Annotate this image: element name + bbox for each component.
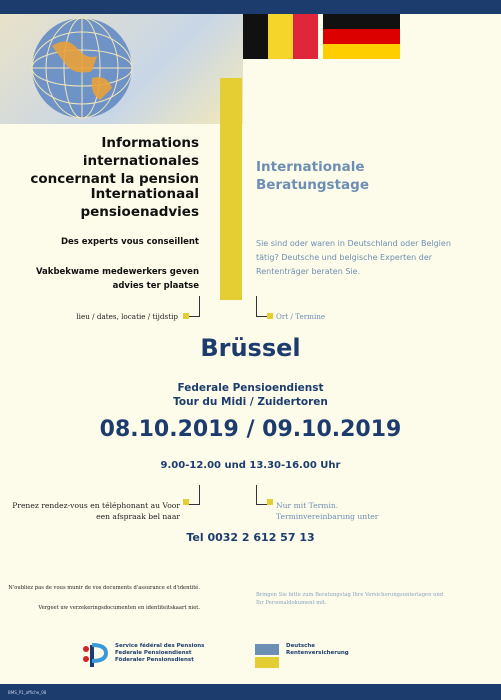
subtext-nl: Vakbekwame medewerkers geven advies ter plaatse [35, 267, 199, 291]
drv-logo-text [286, 643, 349, 657]
bracket-left-2 [189, 485, 200, 505]
marker-square-right-2 [267, 499, 273, 505]
documents-note-nl: Vergeet uw verzekeringsdocumenten en identiteitskaart niet. [38, 605, 200, 611]
sfp-line-1: Service fédéral des Pensions [115, 643, 205, 649]
location-label-de: Ort / Termine [276, 312, 326, 321]
documents-note-de: Bringen Sie bitte zum Beratungstag Ihre Versicherungsunterlagen und Ihr Personaldokument mit. [256, 592, 444, 606]
sfp-line-3: Föderaler Pensionsdienst [115, 657, 194, 663]
bottom-bar [0, 684, 501, 700]
subtext-de: Sie sind oder waren in Deutschland oder Belgien tätig? Deutsche und belgische Experten der Rententräger beraten Sie. [256, 239, 451, 276]
appointment-text-fr-nl: Prenez rendez-vous en téléphonant au Voor een afspraak bel naar [12, 501, 180, 521]
event-times: 9.00-12.00 und 13.30-16.00 Uhr [160, 460, 341, 471]
city-title: Brüssel [200, 334, 301, 362]
subtext-fr: Des experts vous conseillent [60, 237, 199, 247]
event-dates: 08.10.2019 / 09.10.2019 [99, 417, 402, 442]
globe-icon [22, 16, 142, 120]
venue-line-1: Federale Pensioendienst [177, 382, 324, 394]
documents-note-fr: N'oubliez pas de vous munir de vos documents d'assurance et d'identité. [8, 585, 200, 591]
drv-line-1: Deutsche [286, 643, 316, 649]
sfp-logo-icon [80, 641, 110, 669]
appointment-text-de: Nur mit Termin. Terminvereinbarung unter [276, 501, 379, 521]
bracket-right-2 [256, 485, 267, 505]
sfp-logo-text [115, 643, 235, 664]
top-bar [0, 0, 501, 14]
globe-image [0, 14, 243, 124]
phone-number[interactable]: Tel 0032 2 612 57 13 [186, 531, 315, 544]
venue [0, 381, 501, 409]
yellow-accent-bar [220, 78, 242, 300]
location-label-fr-nl: lieu / dates, locatie / tijdstip [76, 312, 178, 321]
heading-de: Internationale Beratungstage [256, 159, 369, 193]
drv-logo-icon [255, 644, 279, 668]
heading-nl: Internationaal pensioenadvies [80, 186, 199, 220]
belgian-flag [243, 14, 318, 59]
marker-square-right [267, 313, 273, 319]
bracket-left [189, 296, 200, 317]
bracket-right [256, 296, 267, 317]
german-flag [323, 14, 400, 59]
heading-fr: Informations internationales concernant la pension [30, 135, 199, 187]
venue-line-2: Tour du Midi / Zuidertoren [173, 396, 328, 408]
drv-line-2: Rentenversicherung [286, 650, 349, 656]
sfp-line-2: Federale Pensioendienst [115, 650, 192, 656]
footer-code: BMS_P1_affiche_08 [8, 690, 47, 695]
